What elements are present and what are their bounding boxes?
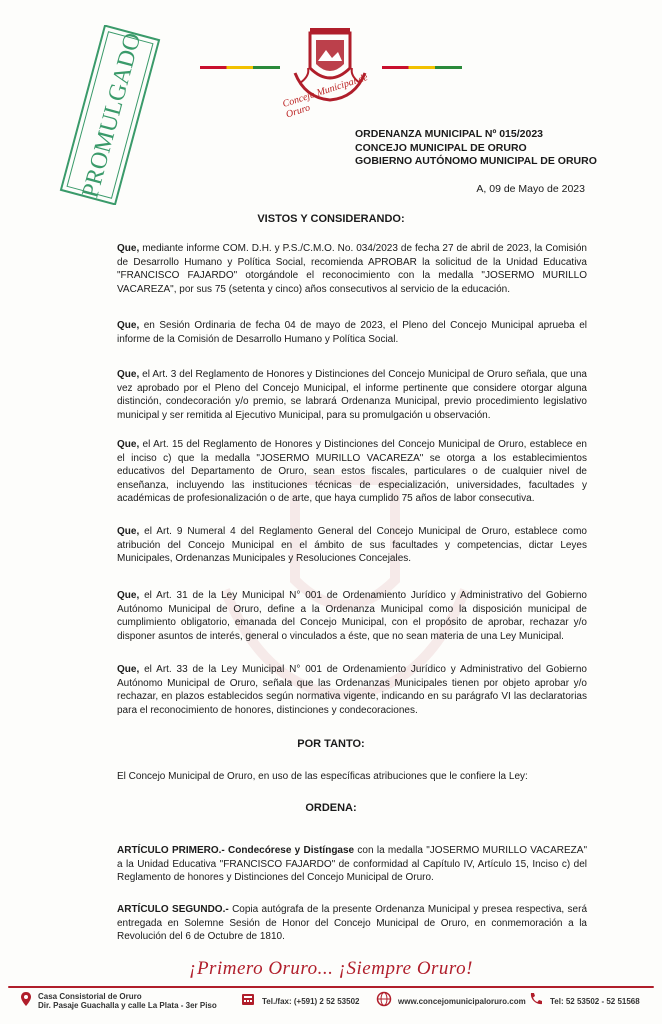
paragraph-2: Que, en Sesión Ordinaria de fecha 04 de mayo de 2023, el Pleno del Concejo Municipal aprueba el informe de la Comisión de Desarrollo Humano y Política Social. [117, 320, 587, 345]
section-portanto: POR TANTO: [297, 738, 365, 750]
paragraph-7: Que, el Art. 33 de la Ley Municipal N° 001 de Ordenamiento Jurídico y Administrativo del Gobierno Autónomo Municipal de Oruro, señala que las Ordenanzas Municipales tienen por objeto aprobar y/o rechazar, en plazos establecidos según normativa vigente, indicando en su parágrafo VI las declaratorias para el reconocimiento de honores, distinciones y condecoraciones. [117, 664, 587, 716]
portanto-text: El Concejo Municipal de Oruro, en uso de las específicas atribuciones que le confiere la Ley: [117, 771, 528, 782]
phone-icon [528, 991, 544, 1007]
footer-phone: Tel: 52 53502 - 52 51568 [550, 997, 640, 1006]
section-ordena: ORDENA: [305, 802, 357, 814]
document-heading [355, 128, 597, 169]
footer-rule [8, 986, 654, 988]
address-line-2: Dir. Pasaje Guachalla y calle La Plata - 3er Piso [38, 1001, 217, 1010]
paragraph-4: Que, el Art. 15 del Reglamento de Honores y Distinciones del Concejo Municipal de Oruro, establece en el inciso c) que la medalla "JOSERMO MURILLO VACAREZA" se otorga a los establecimientos educativos del Departamento de Oruro, sean estos fiscales, particulares o de cualquier nivel de enseñanza, incluyendo las instituciones técnicas de especialización, universidades, facultades y académicas de profesionalización o de arte, que haya cumplido 75 años de labor consecutiva. [117, 439, 587, 505]
government-name: GOBIERNO AUTÓNOMO MUNICIPAL DE ORURO [355, 155, 597, 167]
document-date: A, 09 de Mayo de 2023 [476, 183, 585, 195]
paragraph-3: Que, el Art. 3 del Reglamento de Honores y Distinciones del Concejo Municipal de Oruro señala, que una vez aprobado por el Pleno del Concejo Municipal, el informe pertinente que considere otorgar alguna distinción, condecoración y/o premio, se labrará Ordenanza Municipal, previo procedimiento legislativo municipal y ser remitida al Ejecutivo Municipal, para su promulgación u observación. [117, 369, 587, 421]
address-line-1: Casa Consistorial de Oruro [38, 992, 142, 1001]
section-vistos: VISTOS Y CONSIDERANDO: [257, 213, 405, 225]
promulgado-stamp [55, 25, 165, 205]
paragraph-6: Que, el Art. 31 de la Ley Municipal N° 001 de Ordenamiento Jurídico y Administrativo del Gobierno Autónomo Municipal de Oruro, define a la Ordenanza Municipal como la disposición municipal de cumplimiento obligatorio, emanada del Concejo Municipal, con el propósito de aprobar, rechazar y/o disponer asuntos de interés, general o vinculados a éste, que no sean materia de una Ley Municipal. [117, 590, 587, 642]
ordinance-number: ORDENANZA MUNICIPAL Nº 015/2023 [355, 128, 544, 140]
globe-icon[interactable] [376, 991, 392, 1007]
footer-telfax: Tel./fax: (+591) 2 52 53502 [262, 997, 360, 1006]
fax-icon [240, 991, 256, 1007]
paragraph-5: Que, el Art. 9 Numeral 4 del Reglamento General del Concejo Municipal de Oruro, establece como atribución del Concejo Municipal en el ámbito de sus facultades y competencias, dictar Leyes Municipales, Ordenanzas Municipales y Resoluciones Concejales. [117, 526, 587, 565]
flag-stripe-left [200, 66, 280, 69]
paragraph-1: Que, mediante informe COM. D.H. y P.S./C.M.O. No. 034/2023 de fecha 27 de abril de 2023, la Comisión de Desarrollo Humano y Política Social, recomienda APROBAR la solicitud de la Unidad Educativa "FRANCISCO FAJARDO" otorgándole el reconocimiento con la medalla "JOSERMO MURILLO VACAREZA", por sus 75 (setenta y cinco) años consecutivos al servicio de la educación. [117, 243, 587, 295]
article-first: ARTÍCULO PRIMERO.- Condecórese y Distíngase con la medalla "JOSERMO MURILLO VACAREZA" a la Unidad Educativa "FRANCISCO FAJARDO" de conformidad al Capítulo IV, Artículo 15, Inciso c) del Reglamento de honores y Distinciones del Concejo Municipal de Oruro. [117, 845, 587, 884]
stamp-text: PROMULGADO [77, 30, 147, 201]
location-pin-icon [18, 991, 34, 1007]
footer-website-link[interactable]: www.concejomunicipaloruro.com [398, 997, 526, 1006]
article-second: ARTÍCULO SEGUNDO.- Copia autógrafa de la presente Ordenanza Municipal y presea respectiva, será entregada en Solemne Sesión de Honor del Concejo Municipal de Oruro, en conmemoración a la Revolución del 6 de Octubre de 1810. [117, 904, 588, 943]
footer-motto: ¡Primero Oruro... ¡Siempre Oruro! [189, 958, 473, 979]
council-name: CONCEJO MUNICIPAL DE ORURO [355, 141, 527, 154]
footer-address [38, 992, 217, 1010]
flag-stripe-right [382, 66, 462, 69]
seal-text: Concejo Municipal de Oruro [281, 72, 370, 121]
